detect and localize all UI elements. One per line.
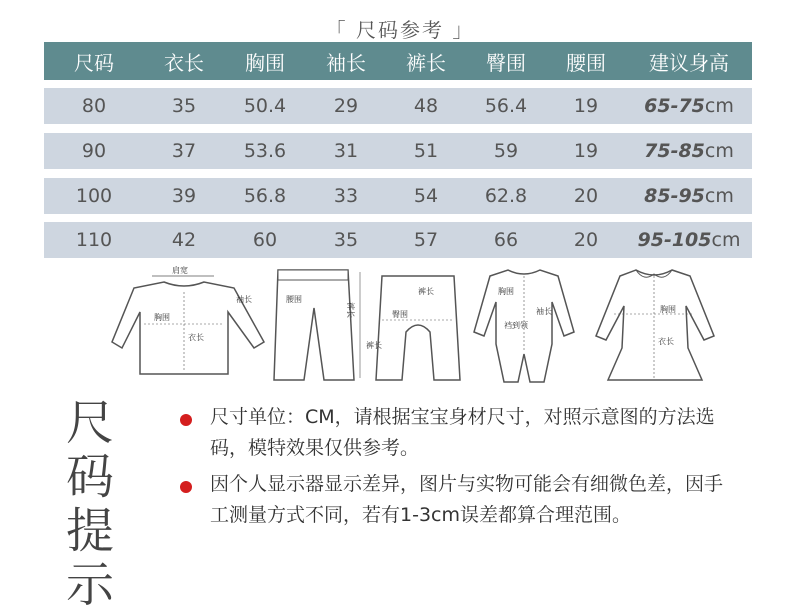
cell-hip: 66: [493, 229, 519, 251]
cell-pants: 51: [413, 140, 439, 162]
cell-sleeve: 29: [333, 95, 359, 117]
table-row: [44, 222, 752, 258]
romper-sleeve-label: 袖长: [536, 307, 552, 316]
tips-heading: [66, 396, 166, 612]
cell-waist: 19: [573, 140, 599, 162]
dress-length-label: 衣长: [658, 337, 674, 346]
height-range: 65-75: [644, 95, 705, 117]
romper-chest-label: 胸围: [498, 287, 514, 296]
cell-chest: 60: [252, 229, 278, 251]
shirt-shoulder-label: 肩宽: [172, 266, 188, 275]
shorts-inseam-label: 裤长: [366, 341, 382, 350]
tip-size-unit: 尺寸单位：CM，请根据宝宝身材尺寸，对照示意图的方法选码，模特效果仅供参考。: [210, 406, 715, 459]
cell-hip: 59: [493, 140, 519, 162]
shirt-diagram: [114, 262, 264, 382]
header-size: 尺码: [74, 50, 114, 75]
header-waist: 腰围: [566, 50, 606, 75]
cell-sleeve: 31: [333, 140, 359, 162]
height-unit: cm: [704, 95, 734, 117]
cell-pants: 48: [413, 95, 439, 117]
cell-waist: 20: [573, 185, 599, 207]
height-unit: cm: [711, 229, 741, 251]
cell-hip: 62.8: [484, 185, 528, 207]
cell-sleeve: 33: [333, 185, 359, 207]
shirt-length-label: 衣长: [188, 333, 204, 342]
height-range: 85-95: [644, 185, 705, 207]
pants-length-label: 裤长: [346, 302, 355, 318]
cell-length: 37: [171, 140, 197, 162]
cell-size: 80: [81, 95, 107, 117]
shirt-sleeve-label: 袖长: [236, 295, 252, 304]
cell-chest: 50.4: [243, 95, 287, 117]
cell-height: [626, 229, 752, 251]
cell-waist: 20: [573, 229, 599, 251]
cell-length: 39: [171, 185, 197, 207]
height-unit: cm: [704, 140, 734, 162]
table-row: [44, 133, 752, 169]
measurement-diagrams: [40, 262, 760, 392]
cell-pants: 54: [413, 185, 439, 207]
romper-crotch-label: 裆到领: [504, 321, 528, 330]
cell-length: 35: [171, 95, 197, 117]
header-length: 衣长: [164, 50, 204, 75]
cell-chest: 56.8: [243, 185, 287, 207]
cell-size: 100: [75, 185, 113, 207]
cell-waist: 19: [573, 95, 599, 117]
shorts-diagram: [366, 262, 470, 382]
header-pants: 裤长: [406, 50, 446, 75]
dress-chest-label: 胸围: [660, 305, 676, 314]
cell-pants: 57: [413, 229, 439, 251]
pants-waist-label: 腰围: [286, 295, 302, 304]
romper-diagram: [474, 262, 574, 382]
cell-height: [626, 95, 752, 117]
cell-size: 90: [81, 140, 107, 162]
height-unit: cm: [704, 185, 734, 207]
cell-length: 42: [171, 229, 197, 251]
tips-heading-line2: 提示: [66, 503, 119, 613]
table-row: [44, 88, 752, 124]
height-range: 95-105: [637, 229, 712, 251]
table-row: [44, 178, 752, 214]
red-bullet-icon: [180, 481, 192, 493]
header-chest: 胸围: [245, 50, 285, 75]
header-height: 建议身高: [649, 50, 729, 75]
shorts-hip-label: 臀围: [392, 310, 408, 319]
cell-height: [626, 140, 752, 162]
header-hip: 臀围: [486, 50, 526, 75]
table-header: [44, 42, 752, 80]
size-chart-title: 「 尺码参考 」: [325, 18, 475, 42]
cell-chest: 53.6: [243, 140, 287, 162]
dress-diagram: [590, 262, 720, 382]
cell-height: [626, 185, 752, 207]
tip-color-difference: 因个人显示器显示差异，图片与实物可能会有细微色差，因手工测量方式不同，若有1-3cm误差都算合理范围。: [210, 473, 724, 526]
cell-sleeve: 35: [333, 229, 359, 251]
shorts-length-label: 裤长: [418, 287, 434, 296]
pants-diagram: [268, 262, 368, 382]
header-sleeve: 袖长: [326, 50, 366, 75]
red-bullet-icon: [180, 414, 192, 426]
cell-hip: 56.4: [484, 95, 528, 117]
shirt-chest-label: 胸围: [154, 313, 170, 322]
tips-heading-line1: 尺码: [66, 395, 119, 505]
height-range: 75-85: [644, 140, 705, 162]
cell-size: 110: [75, 229, 113, 251]
